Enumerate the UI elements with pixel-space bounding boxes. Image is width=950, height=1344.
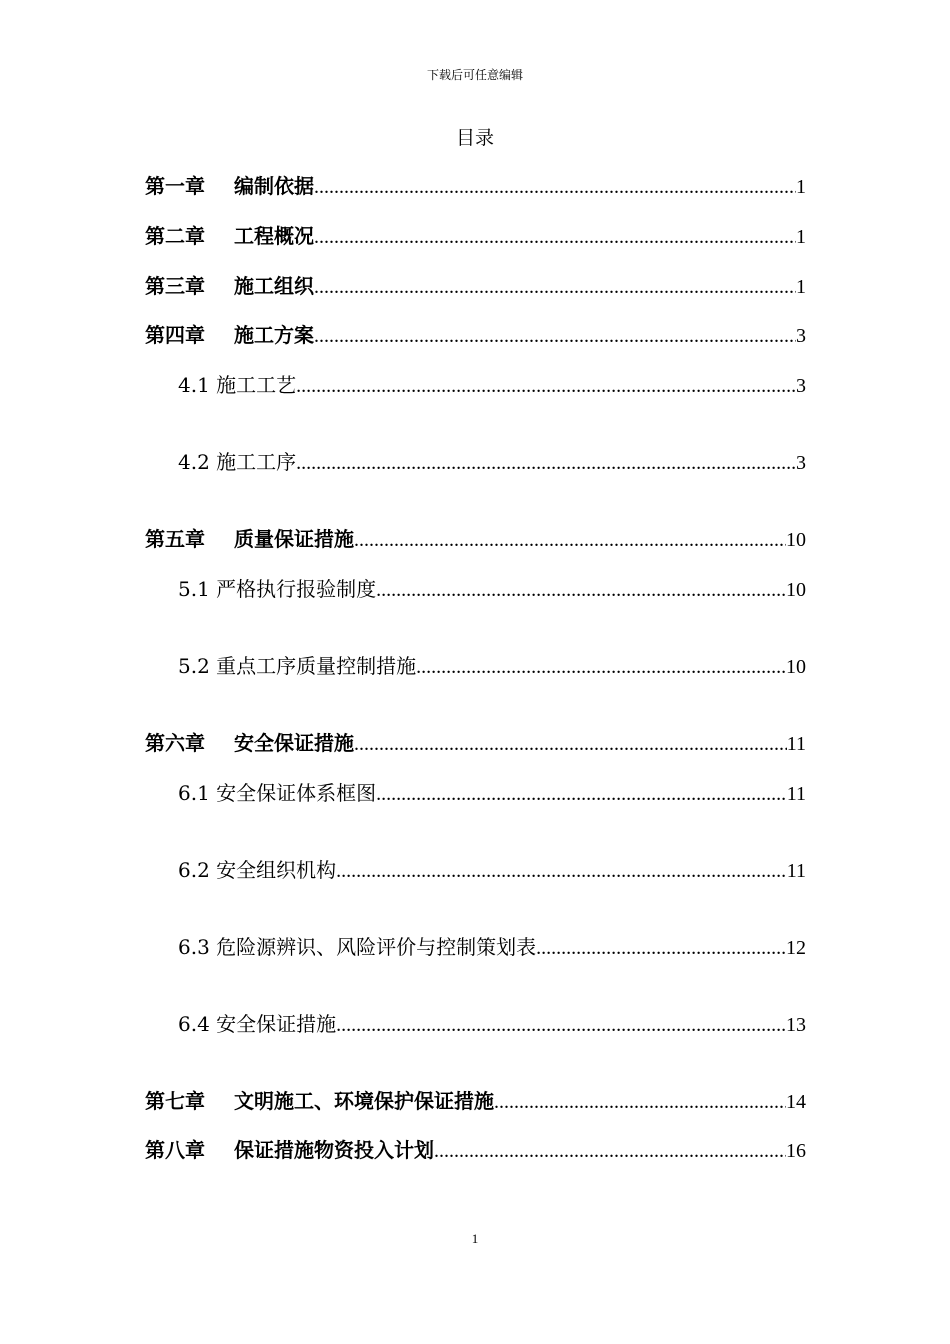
- toc-entry-number: 第六章: [145, 731, 205, 755]
- toc-entry-number: 6.1: [178, 781, 210, 805]
- toc-dot-leader: [354, 730, 787, 758]
- toc-entry-page: 1: [796, 176, 806, 198]
- toc-dot-leader: [354, 526, 786, 554]
- toc-dot-leader: [376, 780, 787, 808]
- toc-dot-leader: [296, 449, 796, 477]
- toc-entry-chapter-6[interactable]: [145, 729, 806, 757]
- toc-entry-page: 3: [796, 452, 806, 474]
- toc-entry-chapter-4[interactable]: [145, 321, 806, 349]
- toc-entry-label: [178, 933, 536, 961]
- toc-entry-title: 施工工序: [216, 450, 297, 474]
- toc-entry-title: 重点工序质量控制措施: [216, 654, 417, 678]
- toc-entry-title: 施工方案: [234, 323, 314, 347]
- toc-dot-leader: [434, 1137, 786, 1165]
- header-note: 下载后可任意编辑: [426, 68, 523, 82]
- toc-entry-title: 安全保证措施: [234, 731, 354, 755]
- toc-entry-section-6-4[interactable]: [178, 1010, 806, 1038]
- toc-entry-section-6-2[interactable]: [178, 856, 806, 884]
- toc-entry-section-4-2[interactable]: [178, 448, 806, 476]
- toc-entry-number: 第五章: [145, 527, 205, 551]
- toc-entry-label: [145, 272, 314, 300]
- toc-dot-leader: [336, 1011, 786, 1039]
- toc-entry-section-6-1[interactable]: [178, 779, 806, 807]
- toc-entry-page: 1: [796, 276, 806, 298]
- toc-entry-title: 安全组织机构: [216, 858, 337, 882]
- toc-dot-leader: [416, 653, 786, 681]
- toc-entry-number: 6.3: [178, 935, 210, 959]
- toc-entry-number: 5.1: [178, 577, 210, 601]
- toc-entry-title: 质量保证措施: [234, 527, 354, 551]
- toc-entry-section-4-1[interactable]: [178, 371, 806, 399]
- toc-entry-page: 10: [786, 579, 806, 601]
- toc-entry-number: 6.2: [178, 858, 210, 882]
- toc-entry-label: [178, 856, 336, 884]
- toc-entry-number: 第三章: [145, 274, 205, 298]
- toc-entry-label: [178, 371, 296, 399]
- toc-dot-leader: [376, 576, 786, 604]
- toc-entry-number: 5.2: [178, 654, 210, 678]
- toc-entry-label: [178, 1010, 336, 1038]
- toc-entry-number: 4.2: [178, 450, 210, 474]
- toc-dot-leader: [296, 372, 796, 400]
- toc-entry-number: 第一章: [145, 174, 205, 198]
- toc-entry-label: [145, 525, 354, 553]
- toc-entry-title: 安全保证体系框图: [216, 781, 377, 805]
- toc-entry-page: 13: [786, 1014, 806, 1036]
- toc-dot-leader: [314, 273, 796, 301]
- toc-entry-number: 6.4: [178, 1012, 210, 1036]
- toc-entry-page: 11: [786, 783, 806, 805]
- toc-dot-leader: [314, 173, 796, 201]
- toc-entry-title: 施工组织: [234, 274, 314, 298]
- toc-entry-label: [145, 222, 314, 250]
- toc-entry-page: 10: [786, 656, 806, 678]
- toc-entry-page: 14: [786, 1091, 806, 1113]
- toc-entry-number: 第七章: [145, 1089, 205, 1113]
- toc-dot-leader: [314, 223, 796, 251]
- toc-entry-label: [178, 575, 376, 603]
- toc-entry-title: 工程概况: [234, 224, 314, 248]
- toc-entry-number: 第八章: [145, 1138, 205, 1162]
- toc-entry-page: 10: [786, 529, 806, 551]
- toc-entry-title: 严格执行报验制度: [216, 577, 377, 601]
- toc-title: 目录: [455, 127, 494, 149]
- toc-entry-number: 第二章: [145, 224, 205, 248]
- toc-entry-chapter-7[interactable]: [145, 1087, 806, 1115]
- toc-entry-page: 1: [796, 226, 806, 248]
- toc-dot-leader: [336, 857, 787, 885]
- toc-entry-page: 3: [796, 325, 806, 347]
- toc-entry-number: 第四章: [145, 323, 205, 347]
- toc-entry-title: 危险源辨识、风险评价与控制策划表: [216, 935, 537, 959]
- toc-entry-number: 4.1: [178, 373, 210, 397]
- toc-dot-leader: [314, 322, 796, 350]
- toc-entry-label: [145, 321, 314, 349]
- toc-entry-label: [145, 172, 314, 200]
- toc-entry-page: 3: [796, 375, 806, 397]
- page-number: 1: [471, 1231, 479, 1246]
- toc-entry-label: [145, 1087, 494, 1115]
- toc-entry-chapter-3[interactable]: [145, 272, 806, 300]
- toc-dot-leader: [536, 934, 786, 962]
- toc-entry-label: [178, 779, 376, 807]
- toc-entry-section-6-3[interactable]: [178, 933, 806, 961]
- toc-entry-title: 编制依据: [234, 174, 314, 198]
- toc-entry-chapter-1[interactable]: [145, 172, 806, 200]
- toc-entry-title: 施工工艺: [216, 373, 297, 397]
- toc-entry-page: 12: [786, 937, 806, 959]
- toc-entry-page: 11: [786, 733, 806, 755]
- toc-entry-title: 文明施工、环境保护保证措施: [234, 1089, 494, 1113]
- toc-entry-chapter-2[interactable]: [145, 222, 806, 250]
- toc-entry-title: 安全保证措施: [216, 1012, 337, 1036]
- toc-dot-leader: [494, 1088, 786, 1116]
- toc-entry-page: 16: [786, 1140, 806, 1162]
- toc-entry-chapter-8[interactable]: [145, 1136, 806, 1164]
- toc-entry-chapter-5[interactable]: [145, 525, 806, 553]
- toc-entry-label: [178, 448, 296, 476]
- toc-entry-section-5-1[interactable]: [178, 575, 806, 603]
- toc-entry-label: [145, 1136, 434, 1164]
- toc-entry-section-5-2[interactable]: [178, 652, 806, 680]
- toc-entry-label: [145, 729, 354, 757]
- toc-entry-page: 11: [786, 860, 806, 882]
- toc-entry-title: 保证措施物资投入计划: [234, 1138, 434, 1162]
- toc-entry-label: [178, 652, 416, 680]
